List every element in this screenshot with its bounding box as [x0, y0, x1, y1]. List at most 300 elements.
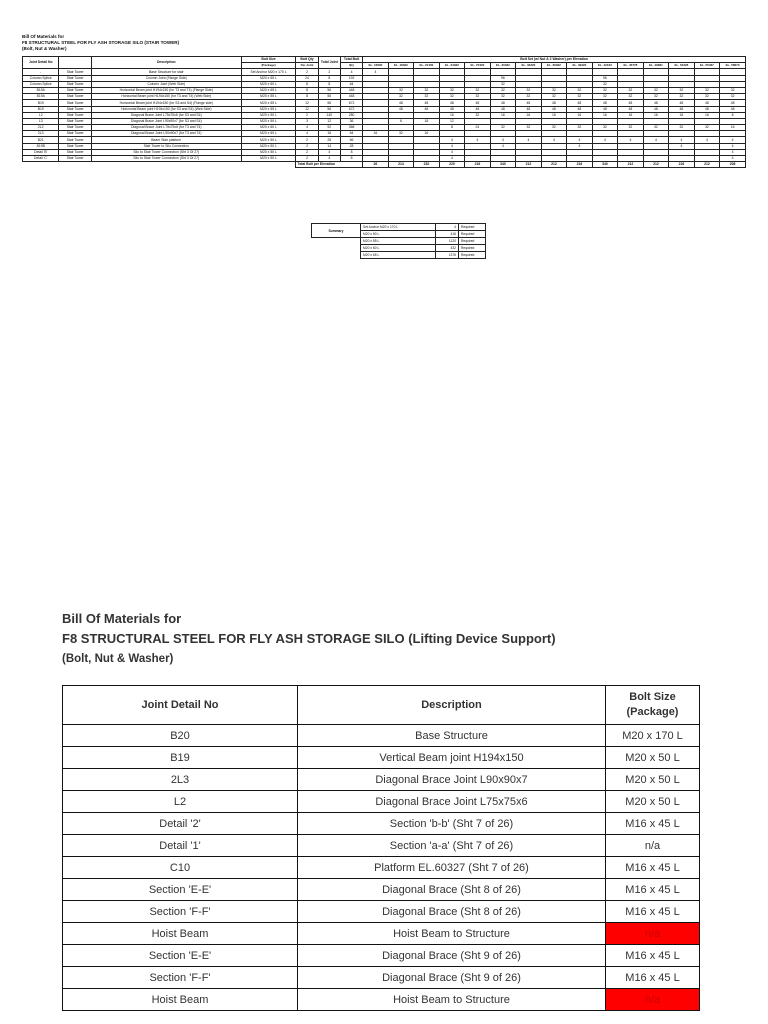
- blank-cell: [91, 162, 241, 168]
- elevation-cell: 32: [592, 94, 618, 100]
- elevation-cell: 16: [363, 131, 389, 137]
- bolt-size-cell: M20 x 50 L: [241, 112, 296, 118]
- joint-cell: Section 'F-F': [63, 901, 298, 923]
- elevation-cell: 4: [490, 143, 516, 149]
- total-joint-cell: 92: [318, 125, 340, 131]
- elevation-header: EL. 36322: [541, 63, 567, 69]
- elevation-cell: 32: [592, 87, 618, 93]
- total-joint-cell: 2: [318, 69, 340, 75]
- total-joint-cell: 28: [318, 137, 340, 143]
- elevation-cell: 32: [643, 125, 669, 131]
- section-cell: Stair Tower: [59, 87, 91, 93]
- joint-cell: B19A: [23, 94, 59, 100]
- joint-cell: 2L2: [23, 125, 59, 131]
- elevation-cell: 32: [567, 94, 593, 100]
- elevation-cell: 32: [669, 94, 695, 100]
- description-cell: Horizontal Beam joint H194x150 (for T3 and T4) (Web Side): [91, 94, 241, 100]
- description-cell: Platform EL.60327 (Sht 7 of 26): [298, 857, 606, 879]
- elevation-cell: 48: [720, 100, 746, 106]
- description-cell: Section 'a-a' (Sht 7 of 26): [298, 835, 606, 857]
- elevation-cell: 32: [669, 125, 695, 131]
- totals-row: [23, 162, 746, 168]
- bolt-size-cell: M16 x 45 L: [606, 879, 700, 901]
- elevation-cell: 4: [694, 137, 720, 143]
- description-cell: Hoist Beam to Structure: [298, 989, 606, 1011]
- total-cell: 216: [465, 162, 491, 168]
- total-bolt-cell: 64: [340, 81, 362, 87]
- elevation-cell: 32: [388, 87, 414, 93]
- total-bolt-cell: 192: [340, 75, 362, 81]
- elevation-cell: 16: [618, 112, 644, 118]
- joint-cell: L2: [63, 791, 298, 813]
- elevation-cell: 32: [541, 125, 567, 131]
- section-cell: Stair Tower: [59, 75, 91, 81]
- elevation-cell: 4: [669, 137, 695, 143]
- bolt-size-cell: M16 x 45 L: [606, 857, 700, 879]
- bolt-qty-cell: 4: [296, 125, 318, 131]
- elevation-cell: 32: [439, 94, 465, 100]
- total-joint-cell: 16: [318, 131, 340, 137]
- total-bolt-cell: 280: [340, 112, 362, 118]
- total-cell: 212: [643, 162, 669, 168]
- summary-row: [312, 224, 486, 231]
- elevation-cell: 16: [669, 112, 695, 118]
- col-description: Description: [91, 57, 241, 69]
- description-cell: Horizontal Beam joint H194x150 (for T3 and T4) (Flange Side): [91, 87, 241, 93]
- description-cell: Stair Tower to Silo Connection: [91, 143, 241, 149]
- joint-cell: Detail 'C': [23, 156, 59, 162]
- bolt-qty-cell: 12: [296, 106, 318, 112]
- elevation-cell: 16: [643, 112, 669, 118]
- elevation-header: EL. 58670: [720, 63, 746, 69]
- bolt-size-cell: n/a: [606, 989, 700, 1011]
- elevation-cell: 48: [720, 106, 746, 112]
- description-cell: Base Structure: [298, 725, 606, 747]
- description-cell: Diagonal Brace Joint L90x90x7: [298, 769, 606, 791]
- bolt-qty-cell: 2: [296, 149, 318, 155]
- elevation-header: EL. 15600: [363, 63, 389, 69]
- section-cell: Stair Tower: [59, 69, 91, 75]
- summary-qty: 416: [436, 231, 459, 238]
- bolt-qty-cell: 3: [296, 118, 318, 124]
- stair-bom-title-line2: F8 STRUCTURAL STEEL FOR FLY ASH STORAGE SILO (STAIR TOWER): [22, 40, 180, 45]
- elevation-cell: 16: [414, 131, 440, 137]
- elevation-cell: 32: [465, 87, 491, 93]
- description-cell: Beam Stair platform: [91, 137, 241, 143]
- elevation-cell: 48: [541, 100, 567, 106]
- description-cell: Diagonal Brace Joint L90x90x7 (for S3 and S4): [91, 118, 241, 124]
- bolt-qty-cell: 8: [296, 87, 318, 93]
- bolt-qty-cell: 2: [296, 143, 318, 149]
- summary-qty: 4: [436, 224, 459, 231]
- totals-label: Total Bolt per Elevation: [296, 162, 363, 168]
- elevation-cell: 16: [720, 125, 746, 131]
- elevation-cell: 16: [592, 112, 618, 118]
- joint-cell: L2: [23, 112, 59, 118]
- section-cell: Stair Tower: [59, 112, 91, 118]
- description-cell: Silo to Stair Tower Connection (Sht 3 Of 27): [91, 156, 241, 162]
- bolt-size-cell: M20 x 50 L: [241, 118, 296, 124]
- elevation-cell: 4: [439, 156, 465, 162]
- elevation-cell: 16: [694, 112, 720, 118]
- total-joint-cell: 56: [318, 94, 340, 100]
- elevation-cell: 32: [643, 87, 669, 93]
- total-joint-cell: 56: [318, 100, 340, 106]
- elevation-cell: 48: [516, 106, 542, 112]
- col-joint-detail: Joint Detail No: [63, 686, 298, 725]
- elevation-cell: 32: [516, 87, 542, 93]
- summary-row: [312, 245, 486, 252]
- bolt-size-cell: M20 x 50 L: [606, 747, 700, 769]
- elevation-cell: 48: [541, 106, 567, 112]
- elevation-cell: 32: [541, 94, 567, 100]
- elevation-cell: 32: [592, 81, 618, 87]
- summary-row: [312, 238, 486, 245]
- col-total-bolt: Total Bolt: [340, 57, 362, 63]
- bolt-size-cell: n/a: [606, 835, 700, 857]
- joint-cell: Hoist Beam: [63, 923, 298, 945]
- total-bolt-cell: 672: [340, 106, 362, 112]
- bolt-size-cell: n/a: [606, 923, 700, 945]
- description-cell: Diagonal Brace (Sht 9 of 26): [298, 967, 606, 989]
- total-cell: 220: [439, 162, 465, 168]
- section-cell: Stair Tower: [59, 131, 91, 137]
- total-joint-cell: 4: [318, 149, 340, 155]
- summary-item: M20 x 50 L: [361, 231, 436, 238]
- stair-tower-bom: [22, 34, 748, 168]
- total-cell: 26: [363, 162, 389, 168]
- elevation-cell: 4: [720, 143, 746, 149]
- joint-cell: Column Splice: [23, 81, 59, 87]
- description-cell: Base Structure for stair: [91, 69, 241, 75]
- joint-cell: B19: [63, 747, 298, 769]
- summary-item: M20 x 60 L: [361, 245, 436, 252]
- bolt-qty-cell: 8: [296, 94, 318, 100]
- elevation-cell: 32: [541, 87, 567, 93]
- elevation-cell: 32: [490, 81, 516, 87]
- description-cell: Diagonal Brace (Sht 8 of 26): [298, 901, 606, 923]
- elevation-cell: 16: [439, 112, 465, 118]
- elevation-cell: 4: [516, 137, 542, 143]
- col-section: [59, 57, 91, 69]
- col-total-joint: Total Joint: [318, 57, 340, 69]
- bolt-size-cell: M20 x 170 L: [606, 725, 700, 747]
- description-cell: Diagonal Brace Joint L75x75x6 (for S3 and S4): [91, 112, 241, 118]
- description-cell: Horizontal Beam joint H194x150 (for S3 and S4) (Flange side): [91, 100, 241, 106]
- col-bolt-size: [606, 686, 700, 725]
- total-cell: 208: [720, 162, 746, 168]
- elevation-cell: 32: [516, 94, 542, 100]
- bolt-size-cell: M20 x 65 L: [241, 87, 296, 93]
- bolt-size-cell: M20 x 50 L: [606, 791, 700, 813]
- bolt-size-cell: M20 x 50 L: [241, 137, 296, 143]
- joint-cell: Detail '2': [63, 813, 298, 835]
- bolt-qty-cell: 2: [296, 137, 318, 143]
- section-cell: Stair Tower: [59, 149, 91, 155]
- lifting-bom-title-line1: Bill Of Materials for: [62, 611, 182, 626]
- elevation-header: EL. 49831: [643, 63, 669, 69]
- total-bolt-cell: 64: [340, 131, 362, 137]
- elevation-cell: 18: [414, 118, 440, 124]
- elevation-cell: 48: [618, 106, 644, 112]
- elevation-header: EL. 27322: [465, 63, 491, 69]
- summary-table: [311, 223, 486, 259]
- section-cell: Stair Tower: [59, 125, 91, 131]
- summary-status: Required: [459, 238, 486, 245]
- section-cell: Stair Tower: [59, 118, 91, 124]
- elevation-cell: 4: [439, 137, 465, 143]
- bolt-qty-cell: 2: [296, 69, 318, 75]
- bolt-size-cell: M20 x 65 L: [241, 75, 296, 81]
- elevation-cell: 48: [567, 100, 593, 106]
- elevation-cell: 32: [490, 125, 516, 131]
- elevation-cell: 32: [669, 87, 695, 93]
- joint-cell: B20: [63, 725, 298, 747]
- elevation-cell: 48: [516, 100, 542, 106]
- description-cell: Silo to Stair Tower Connection (Sht 3 Of 27): [91, 149, 241, 155]
- description-cell: Column Joint (Web Side): [91, 81, 241, 87]
- table-row: [63, 945, 700, 967]
- elevation-cell: 48: [388, 106, 414, 112]
- table-row: [63, 901, 700, 923]
- elevation-header: EL. 21400: [414, 63, 440, 69]
- elevation-cell: 16: [490, 112, 516, 118]
- elevation-cell: 48: [669, 100, 695, 106]
- elevation-cell: 32: [490, 87, 516, 93]
- summary-status: Required: [459, 224, 486, 231]
- joint-cell: Section 'F-F': [63, 967, 298, 989]
- summary-item: Set Anchor M20 x 170 L: [361, 224, 436, 231]
- elevation-cell: 16: [567, 112, 593, 118]
- summary-label: Summary: [312, 224, 361, 238]
- joint-cell: 2L3: [23, 131, 59, 137]
- description-cell: Section 'b-b' (Sht 7 of 26): [298, 813, 606, 835]
- total-bolt-cell: 56: [340, 137, 362, 143]
- col-description: Description: [298, 686, 606, 725]
- description-cell: Diagonal Brace Joint L75x75x6: [298, 791, 606, 813]
- bolt-size-cell: M16 x 45 L: [606, 967, 700, 989]
- bolt-size-cell: M20 x 60 L: [241, 81, 296, 87]
- table-row: [63, 857, 700, 879]
- total-joint-cell: 4: [318, 156, 340, 162]
- description-cell: Diagonal Brace Joint L75x75x6 (for T3 and T4): [91, 125, 241, 131]
- elevation-cell: 4: [541, 137, 567, 143]
- description-cell: Diagonal Brace Joint L90x90x7 (for T3 and T4): [91, 131, 241, 137]
- total-joint-cell: 56: [318, 106, 340, 112]
- joint-cell: Detail 'B': [23, 149, 59, 155]
- joint-cell: 2L3: [63, 769, 298, 791]
- elevation-cell: 8: [439, 125, 465, 131]
- stair-bom-title-line3: (Bolt, Nut & Washer): [22, 46, 67, 51]
- description-cell: Vertical Beam joint H194x150: [298, 747, 606, 769]
- joint-cell: B19: [23, 100, 59, 106]
- section-cell: Stair Tower: [59, 106, 91, 112]
- elevation-cell: 96: [490, 75, 516, 81]
- elevation-cell: 32: [388, 94, 414, 100]
- summary-status: Required: [459, 252, 486, 259]
- elevation-header: EL. 55467: [694, 63, 720, 69]
- elevation-cell: 32: [618, 125, 644, 131]
- elevation-cell: 48: [643, 106, 669, 112]
- total-cell: 340: [490, 162, 516, 168]
- col-per-joint: Per Joint: [296, 63, 318, 69]
- col-package: (Package): [241, 63, 296, 69]
- bolt-qty-cell: 4: [296, 131, 318, 137]
- bolt-size-cell: M20 x 50 L: [241, 149, 296, 155]
- elevation-cell: 48: [592, 106, 618, 112]
- joint-cell: B19A: [23, 87, 59, 93]
- total-cell: 216: [669, 162, 695, 168]
- col-bolt-qty: Bolt Qty: [296, 57, 318, 63]
- elevation-cell: 48: [414, 100, 440, 106]
- blank-cell: [312, 252, 361, 259]
- joint-cell: Detail '1': [63, 835, 298, 857]
- elevation-cell: 12: [439, 118, 465, 124]
- elevation-cell: 4: [643, 137, 669, 143]
- elevation-cell: 4: [439, 149, 465, 155]
- elevation-cell: 4: [567, 137, 593, 143]
- total-cell: 212: [694, 162, 720, 168]
- elevation-cell: 48: [465, 106, 491, 112]
- elevation-cell: 48: [567, 106, 593, 112]
- bolt-size-label: Bolt Size: [629, 691, 676, 703]
- elevation-cell: 4: [439, 143, 465, 149]
- bolt-qty-cell: 12: [296, 100, 318, 106]
- elevation-cell: 32: [694, 125, 720, 131]
- elevation-cell: 32: [465, 94, 491, 100]
- description-cell: Horizontal Beam joint H194x150 (for S3 and S4) (Web Side): [91, 106, 241, 112]
- blank-cell: [312, 238, 361, 245]
- stair-bom-title-line1: Bill Of Materials for: [22, 34, 65, 39]
- bolt-size-cell: M20 x 50 L: [606, 769, 700, 791]
- lifting-bom-table: [62, 685, 700, 1011]
- total-joint-cell: 14: [318, 143, 340, 149]
- bolt-size-cell: M16 x 45 L: [606, 901, 700, 923]
- summary-qty: 1120: [436, 238, 459, 245]
- joint-cell: Section 'E-E': [63, 945, 298, 967]
- summary-item: M20 x 65 L: [361, 252, 436, 259]
- total-cell: 232: [414, 162, 440, 168]
- table-row: [63, 835, 700, 857]
- joint-cell: Section 'E-E': [63, 879, 298, 901]
- elevation-header: EL. 30322: [490, 63, 516, 69]
- total-bolt-cell: 448: [340, 87, 362, 93]
- total-bolt-cell: 28: [340, 143, 362, 149]
- elevation-cell: 4: [490, 137, 516, 143]
- table-row: [63, 813, 700, 835]
- joint-cell: -: [23, 69, 59, 75]
- elevation-cell: 96: [592, 75, 618, 81]
- table-row: [63, 989, 700, 1011]
- total-bolt-cell: 8: [340, 149, 362, 155]
- bolt-size-cell: M20 x 55 L: [241, 94, 296, 100]
- col-bolt-set-per-elevation: Bolt Set (w/ Nut & 2 Washer) per Elevation: [363, 57, 746, 63]
- total-bolt-cell: 4: [340, 69, 362, 75]
- elevation-cell: 32: [720, 94, 746, 100]
- joint-cell: B21: [23, 137, 59, 143]
- elevation-cell: 4: [720, 149, 746, 155]
- lifting-bom-title-line2: F8 STRUCTURAL STEEL FOR FLY ASH STORAGE SILO (Lifting Device Support): [62, 631, 556, 646]
- summary-item: M20 x 55 L: [361, 238, 436, 245]
- section-cell: Stair Tower: [59, 143, 91, 149]
- bolt-size-cell: M20 x 65 L: [241, 100, 296, 106]
- elevation-cell: 4: [720, 137, 746, 143]
- elevation-cell: 32: [490, 94, 516, 100]
- elevation-cell: 6: [388, 118, 414, 124]
- lifting-bom-title-line3: (Bolt, Nut & Washer): [62, 653, 174, 665]
- total-cell: 212: [516, 162, 542, 168]
- elevation-cell: 48: [490, 100, 516, 106]
- bolt-qty-cell: 8: [296, 81, 318, 87]
- elevation-cell: 4: [363, 69, 389, 75]
- elevation-cell: 32: [567, 87, 593, 93]
- blank-cell: [312, 245, 361, 252]
- elevation-cell: 48: [643, 100, 669, 106]
- summary-qty: 432: [436, 245, 459, 252]
- elevation-cell: 24: [465, 125, 491, 131]
- blank-cell: [23, 162, 59, 168]
- bolt-size-cell: M20 x 60 L: [241, 125, 296, 131]
- total-joint-cell: 8: [318, 81, 340, 87]
- total-bolt-cell: 368: [340, 125, 362, 131]
- total-joint-cell: 12: [318, 118, 340, 124]
- summary-box: [311, 223, 486, 259]
- total-cell: 212: [541, 162, 567, 168]
- total-bolt-cell: 36: [340, 118, 362, 124]
- elevation-cell: 48: [694, 100, 720, 106]
- stair-bom-table: [22, 56, 746, 168]
- bolt-size-cell: Set Anchor M20 x 170 L: [241, 69, 296, 75]
- description-cell: Diagonal Brace (Sht 8 of 26): [298, 879, 606, 901]
- joint-cell: C10: [63, 857, 298, 879]
- elevation-cell: 32: [618, 94, 644, 100]
- section-cell: Stair Tower: [59, 156, 91, 162]
- elevation-cell: 32: [516, 125, 542, 131]
- section-cell: Stair Tower: [59, 100, 91, 106]
- table-row: [63, 923, 700, 945]
- summary-row: [312, 252, 486, 259]
- elevation-cell: 4: [618, 137, 644, 143]
- description-cell: Diagonal Brace (Sht 9 of 26): [298, 945, 606, 967]
- elevation-cell: 32: [414, 87, 440, 93]
- elevation-cell: 32: [694, 94, 720, 100]
- package-label: (Package): [626, 706, 679, 718]
- col-joint-detail: Joint Detail No: [23, 57, 59, 69]
- total-joint-cell: 8: [318, 75, 340, 81]
- summary-qty: 1376: [436, 252, 459, 259]
- elevation-cell: 48: [439, 100, 465, 106]
- elevation-cell: 16: [516, 112, 542, 118]
- elevation-cell: 32: [388, 131, 414, 137]
- section-cell: Stair Tower: [59, 94, 91, 100]
- total-joint-cell: 140: [318, 112, 340, 118]
- elevation-header: EL. 42163: [592, 63, 618, 69]
- bolt-qty-cell: 2: [296, 156, 318, 162]
- col-bolt-size: Bolt Size: [241, 57, 296, 63]
- total-cell: 212: [618, 162, 644, 168]
- bolt-size-cell: M16 x 45 L: [606, 813, 700, 835]
- joint-cell: L3: [23, 118, 59, 124]
- elevation-cell: 4: [669, 143, 695, 149]
- lifting-device-bom: [62, 609, 702, 1011]
- joint-cell: Hoist Beam: [63, 989, 298, 1011]
- elevation-cell: 32: [567, 125, 593, 131]
- joint-cell: B19: [23, 106, 59, 112]
- table-row: [63, 725, 700, 747]
- summary-status: Required: [459, 245, 486, 252]
- total-cell: 214: [388, 162, 414, 168]
- elevation-cell: 48: [618, 100, 644, 106]
